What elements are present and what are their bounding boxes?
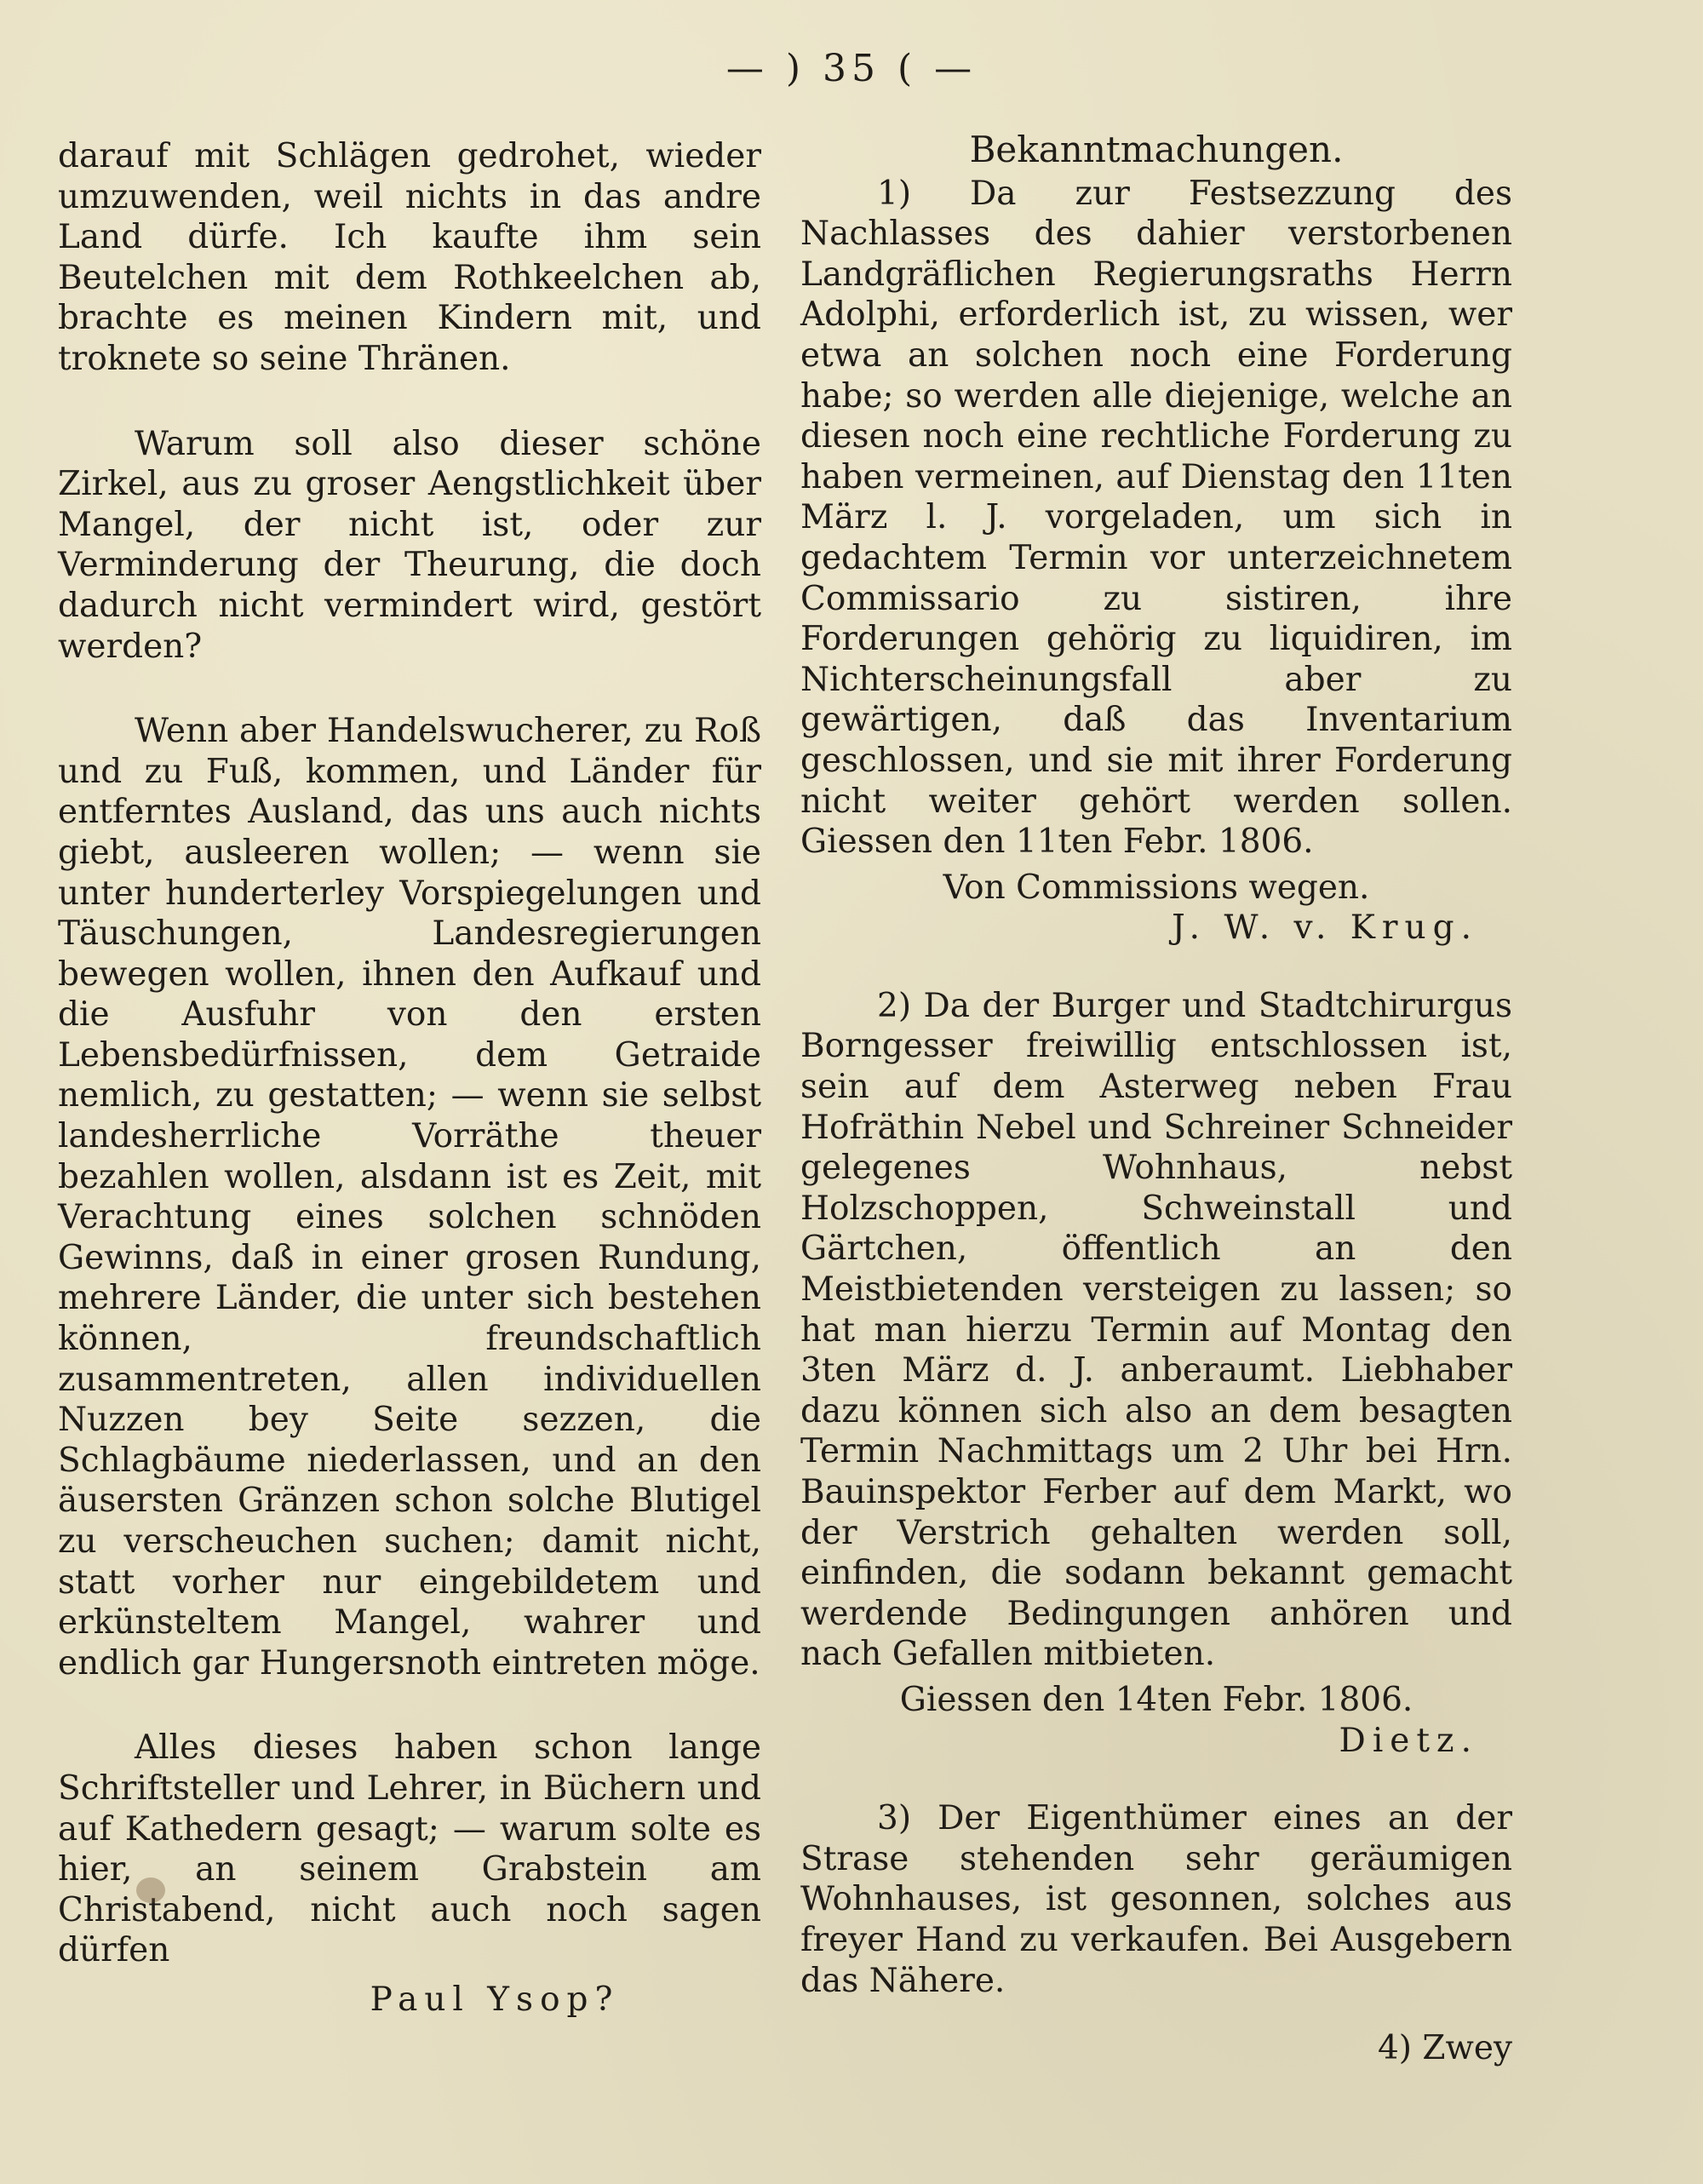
notice-text: 1) Da zur Festsezzung des Nachlasses des dahier verstorbenen Landgräflichen Regierungsraths Herrn Adolphi, erforderlich ist, zu wissen, wer etwa an solchen noch eine Forderung habe; so werden alle diejenige, welche an diesen noch eine rechtliche Forderung zu haben vermeinen, auf Dienstag den 11ten März l. J. vorgeladen, um sich in gedachtem Termin vor unterzeichnetem Commissario zu sistiren, ihre Forderungen gehörig zu liquidiren, im Nichterscheinungsfall aber zu gewärtigen, daß das Inventarium geschlossen, und sie mit ihrer Forderung nicht weiter gehört werden sollen. Giessen den 11ten Febr. 1806. xyxy=(800,174,1512,862)
left-column xyxy=(58,136,761,2021)
notice-text: 2) Da der Burger und Stadtchirurgus Borngesser freiwillig entschlossen ist, sein auf dem Asterweg neben Frau Hofräthin Nebel und Schreiner Schneider gelegenes Wohnhaus, nebst Holzschoppen, Schweinstall und Gärtchen, öffentlich an den Meistbietenden versteigen zu lassen; so hat man hierzu Termin auf Montag den 3ten März d. J. anberaumt. Liebhaber dazu können sich also an dem besagten Termin Nachmittags um 2 Uhr bei Hrn. Bauinspektor Ferber auf dem Markt, wo der Verstrich gehalten werden soll, einfinden, die sodann bekannt gemacht werdende Bedingungen anhören und nach Gefallen mitbieten. xyxy=(800,986,1512,1674)
catchword: 4) Zwey xyxy=(1377,2029,1512,2068)
paragraph: darauf mit Schlägen gedrohet, wieder umzuwenden, weil nichts in das andre Land dürfe. Ich kaufte ihm sein Beutelchen mit dem Rothkeelchen ab, brachte es meinen Kindern mit, und troknete so seine Thränen. xyxy=(58,137,761,378)
page-number: — ) 35 ( — xyxy=(725,47,978,90)
paragraph: Warum soll also dieser schöne Zirkel, aus zu groser Aengstlichkeit über Mangel, der nicht ist, oder zur Verminderung der Theurung, die doch dadurch nicht vermindert wird, gestört werden? xyxy=(58,424,761,666)
notice-text: 3) Der Eigenthümer eines an der Strase stehenden sehr geräumigen Wohnhauses, ist gesonnen, solches aus freyer Hand zu verkaufen. Bei Ausgebern das Nähere. xyxy=(800,1799,1512,2000)
paragraph: Alles dieses haben schon lange Schriftsteller und Lehrer, in Büchern und auf Kathedern gesagt; — warum solte es hier, an seinem Grabstein am Christabend, nicht auch noch sagen dürfen xyxy=(58,1728,761,1970)
notice-authority: Von Commissions wegen. xyxy=(943,868,1370,907)
ink-stain xyxy=(136,1877,165,1903)
notice-signature: Dietz. xyxy=(1339,1721,1478,1760)
notice-signature: J. W. v. Krug. xyxy=(1172,909,1478,948)
notice-place-date: Giessen den 14ten Febr. 1806. xyxy=(899,1680,1413,1719)
paragraph: Wenn aber Handelswucherer, zu Roß und zu Fuß, kommen, und Länder für entferntes Ausland, das uns auch nichts giebt, ausleeren wollen; — wenn sie unter hunderterley Vorspiegelungen und Täuschungen, Landesregierungen bewegen wollen, ihnen den Aufkauf und die Ausfuhr von den ersten Lebensbedürfnissen, dem Getraide nemlich, zu gestatten; — wenn sie selbst landesherrliche Vorräthe theuer bezahlen wollen, alsdann ist es Zeit, mit Verachtung eines solchen schnöden Gewinns, daß in einer grosen Rundung, mehrere Länder, die unter sich bestehen können, freundschaftlich zusammentreten, allen individuellen Nuzzen bey Seite sezzen, die Schlagbäume niederlassen, und an den äusersten Gränzen schon solche Blutigel zu verscheuchen suchen; damit nicht, statt vorher nur eingebildetem und erkünsteltem Mangel, wahrer und endlich gar Hungersnoth eintreten möge. xyxy=(58,712,761,1682)
section-heading: Bekanntmachungen. xyxy=(969,129,1344,170)
author-signature: Paul Ysop? xyxy=(370,1980,620,2019)
right-column xyxy=(800,129,1512,2069)
